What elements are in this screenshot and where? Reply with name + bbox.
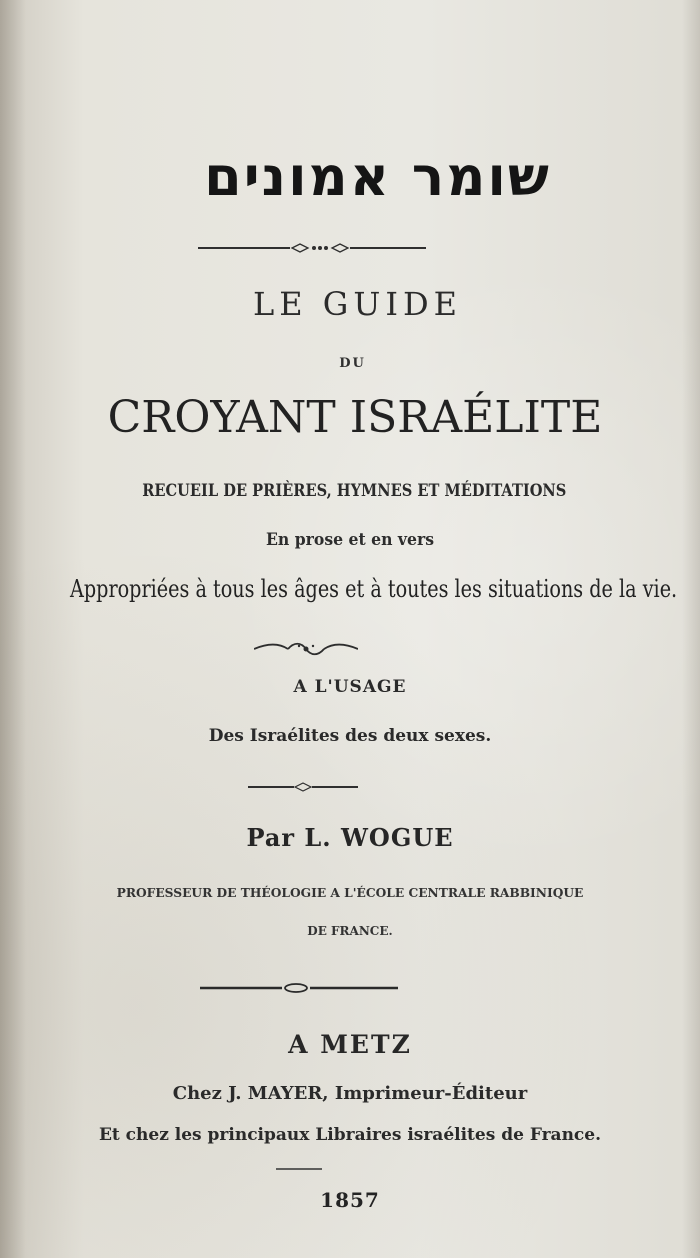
author-rule: [248, 781, 358, 793]
top-rule-ornament: [198, 241, 426, 255]
professor-line-1: PROFESSEUR DE THÉOLOGIE A L'ÉCOLE CENTRALE RABBINIQUE: [116, 886, 584, 900]
publisher-rule: [200, 981, 398, 995]
middle-ornament: [254, 639, 358, 657]
appropriate-line: Appropriées à tous les âges et à toutes les situations de la vie.: [70, 575, 678, 603]
year-rule: [276, 1167, 322, 1171]
city-line: A METZ: [288, 1030, 412, 1059]
publication-year: 1857: [320, 1188, 380, 1212]
author-line: Par L. WOGUE: [246, 823, 454, 852]
title-line-2: DU: [339, 356, 366, 371]
professor-line-2: DE FRANCE.: [307, 924, 393, 938]
book-subtitle: RECUEIL DE PRIÈRES, HYMNES ET MÉDITATIONS: [142, 481, 567, 501]
hebrew-title: שומר אמונים: [204, 145, 551, 208]
prose-line: En prose et en vers: [265, 530, 435, 550]
libraires-line: Et chez les principaux Libraires israélites de France.: [98, 1125, 602, 1145]
printer-line: Chez J. MAYER, Imprimeur-Éditeur: [172, 1083, 528, 1104]
usage-line-2: Des Israélites des deux sexes.: [208, 726, 492, 746]
title-line-1: LE GUIDE: [253, 285, 462, 323]
usage-line-1: A L'USAGE: [293, 677, 407, 697]
book-title: CROYANT ISRAÉLITE: [107, 392, 603, 443]
